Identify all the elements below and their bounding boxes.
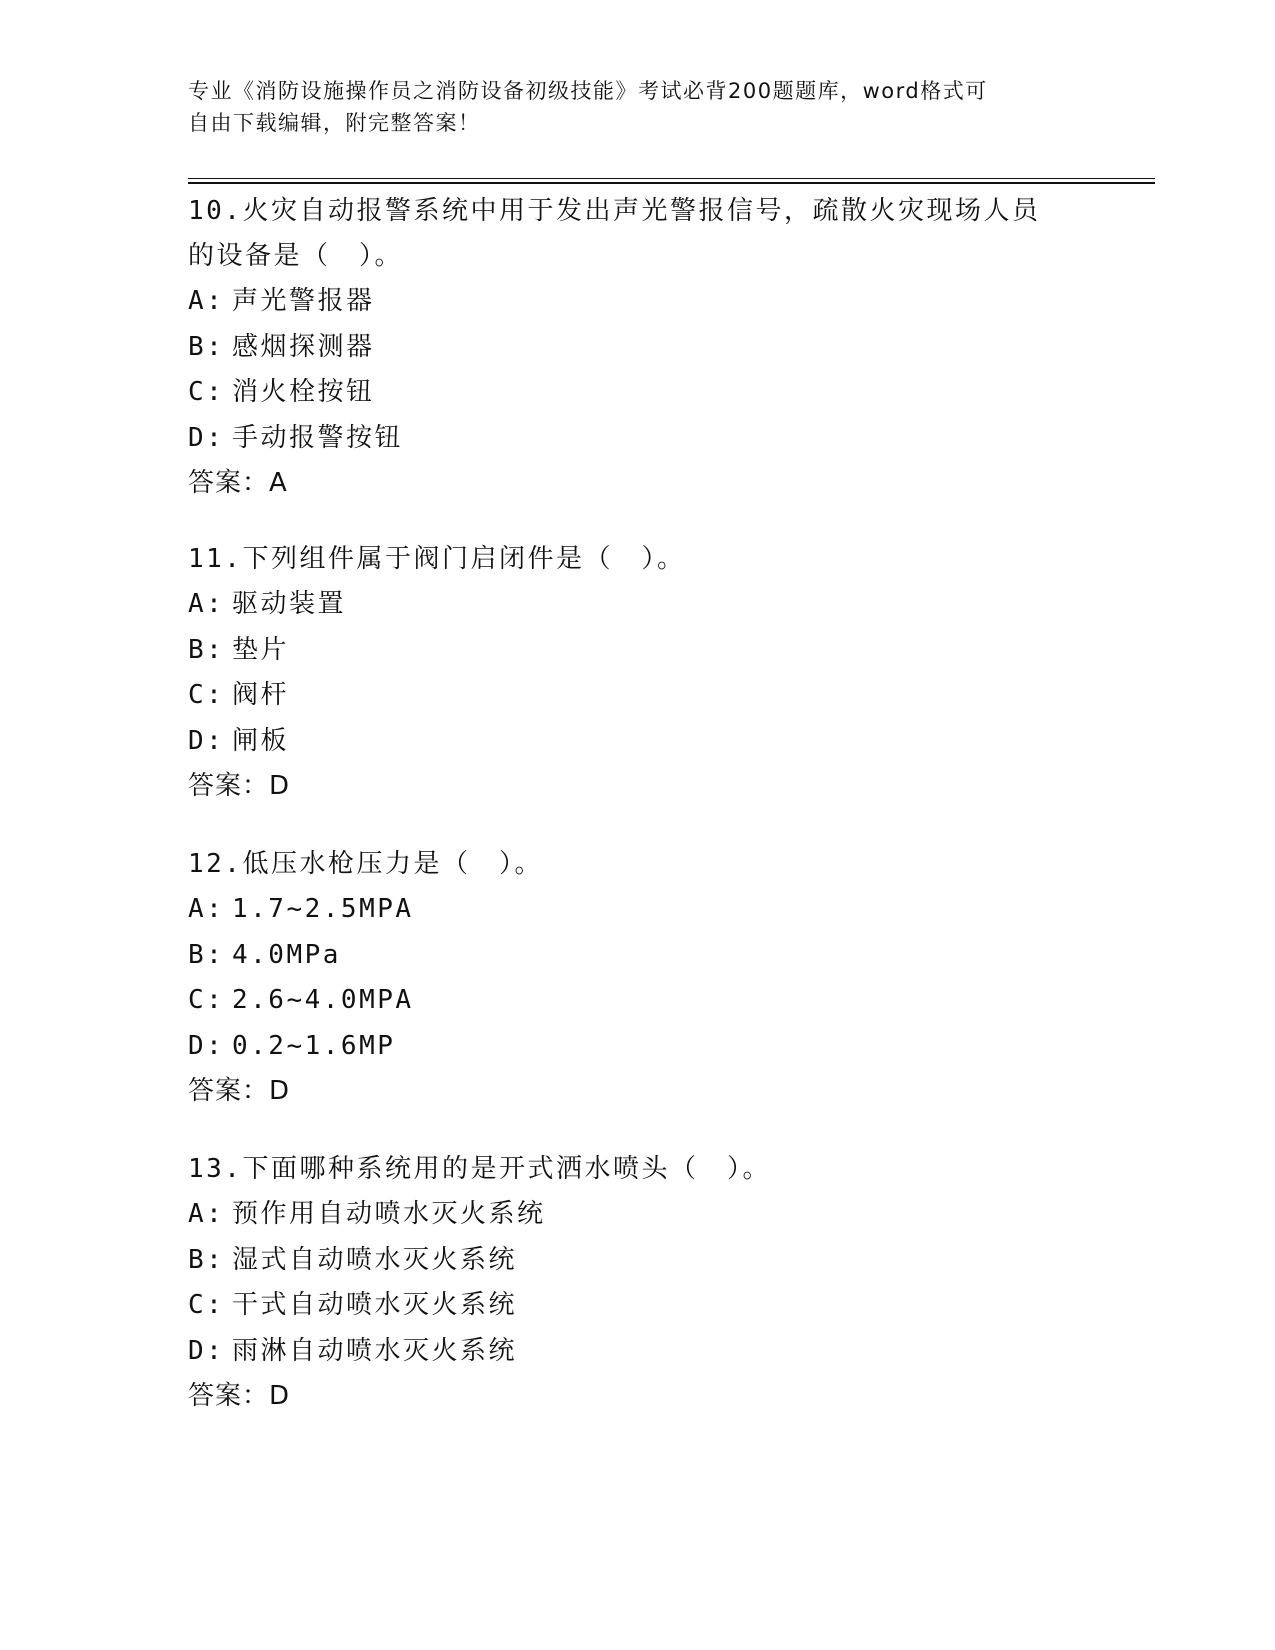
option-text: 雨淋自动喷水灭火系统 [232, 1335, 518, 1366]
answer-value: D [269, 1381, 291, 1411]
answer-line [188, 461, 1088, 506]
answer-value: D [269, 771, 291, 801]
question-stem: 下列组件属于阀门启闭件是（ ）。 [242, 544, 686, 574]
answer-line [188, 764, 1088, 809]
option-a [188, 887, 1088, 933]
option-text: 湿式自动喷水灭火系统 [232, 1244, 518, 1275]
question-number: 13. [188, 1154, 243, 1184]
option-a [188, 279, 1088, 325]
option-c [188, 1283, 1088, 1329]
option-text: 预作用自动喷水灭火系统 [232, 1199, 546, 1229]
option-d [188, 719, 1088, 765]
option-b [188, 1238, 1088, 1284]
option-letter: C: [188, 680, 225, 710]
option-text: 消火栓按钮 [232, 377, 375, 407]
option-c [188, 978, 1088, 1024]
option-letter: D: [188, 725, 225, 756]
option-letter: A: [188, 589, 225, 619]
option-text: 1.7~2.5MPA [232, 894, 414, 924]
option-text: 2.6~4.0MPA [232, 985, 414, 1015]
option-letter: D: [188, 1335, 225, 1366]
option-letter: C: [188, 377, 225, 407]
header-divider-thin [188, 178, 1155, 179]
option-letter: B: [188, 1244, 225, 1275]
option-letter: B: [188, 939, 225, 970]
option-c [188, 370, 1088, 416]
option-letter: A: [188, 286, 225, 316]
option-c [188, 673, 1088, 719]
option-text: 感烟探测器 [232, 331, 375, 362]
option-letter: B: [188, 331, 225, 362]
option-d [188, 1329, 1088, 1375]
question-text [188, 189, 1068, 279]
option-letter: B: [188, 634, 225, 665]
header-divider-thick [188, 182, 1155, 184]
option-a [188, 582, 1088, 628]
answer-label: 答案： [188, 1076, 270, 1106]
answer-label: 答案： [188, 1381, 270, 1411]
header-line-1: 专业《消防设施操作员之消防设备初级技能》考试必背200题题库，word格式可 [188, 79, 988, 103]
question-number: 12. [188, 849, 243, 879]
option-text: 垫片 [232, 634, 290, 665]
option-text: 干式自动喷水灭火系统 [232, 1290, 518, 1320]
option-letter: D: [188, 1030, 225, 1061]
question-text [188, 537, 1068, 582]
header-line-2: 自由下载编辑，附完整答案！ [188, 111, 481, 135]
question-10 [188, 189, 1088, 506]
question-12 [188, 842, 1088, 1114]
option-d [188, 1024, 1088, 1070]
answer-line [188, 1069, 1088, 1114]
option-text: 声光警报器 [232, 286, 375, 316]
option-text: 手动报警按钮 [232, 422, 404, 453]
option-b [188, 325, 1088, 371]
question-stem: 下面哪种系统用的是开式洒水喷头（ ）。 [242, 1154, 771, 1184]
option-a [188, 1192, 1088, 1238]
option-text: 4.0MPa [232, 939, 341, 970]
question-11 [188, 537, 1088, 809]
option-text: 阀杆 [232, 680, 290, 710]
option-text: 闸板 [232, 725, 290, 756]
question-text [188, 1147, 1068, 1192]
question-number: 10. [188, 196, 243, 226]
question-stem: 低压水枪压力是（ ）。 [242, 849, 543, 879]
option-letter: D: [188, 422, 225, 453]
option-b [188, 933, 1088, 979]
option-letter: C: [188, 1290, 225, 1320]
option-text: 0.2~1.6MP [232, 1030, 396, 1061]
question-stem: 火灾自动报警系统中用于发出声光警报信号，疏散火灾现场人员的设备是（ ）。 [188, 196, 1041, 271]
question-text [188, 842, 1068, 887]
answer-label: 答案： [188, 468, 270, 498]
option-b [188, 628, 1088, 674]
question-number: 11. [188, 544, 243, 574]
answer-value: D [269, 1076, 291, 1106]
answer-value: A [269, 468, 288, 498]
option-text: 驱动装置 [232, 589, 347, 619]
question-13 [188, 1147, 1088, 1419]
option-letter: A: [188, 1199, 225, 1229]
option-letter: C: [188, 985, 225, 1015]
option-d [188, 416, 1088, 462]
answer-label: 答案： [188, 771, 270, 801]
answer-line [188, 1374, 1088, 1419]
document-header [188, 75, 1088, 139]
option-letter: A: [188, 894, 225, 924]
